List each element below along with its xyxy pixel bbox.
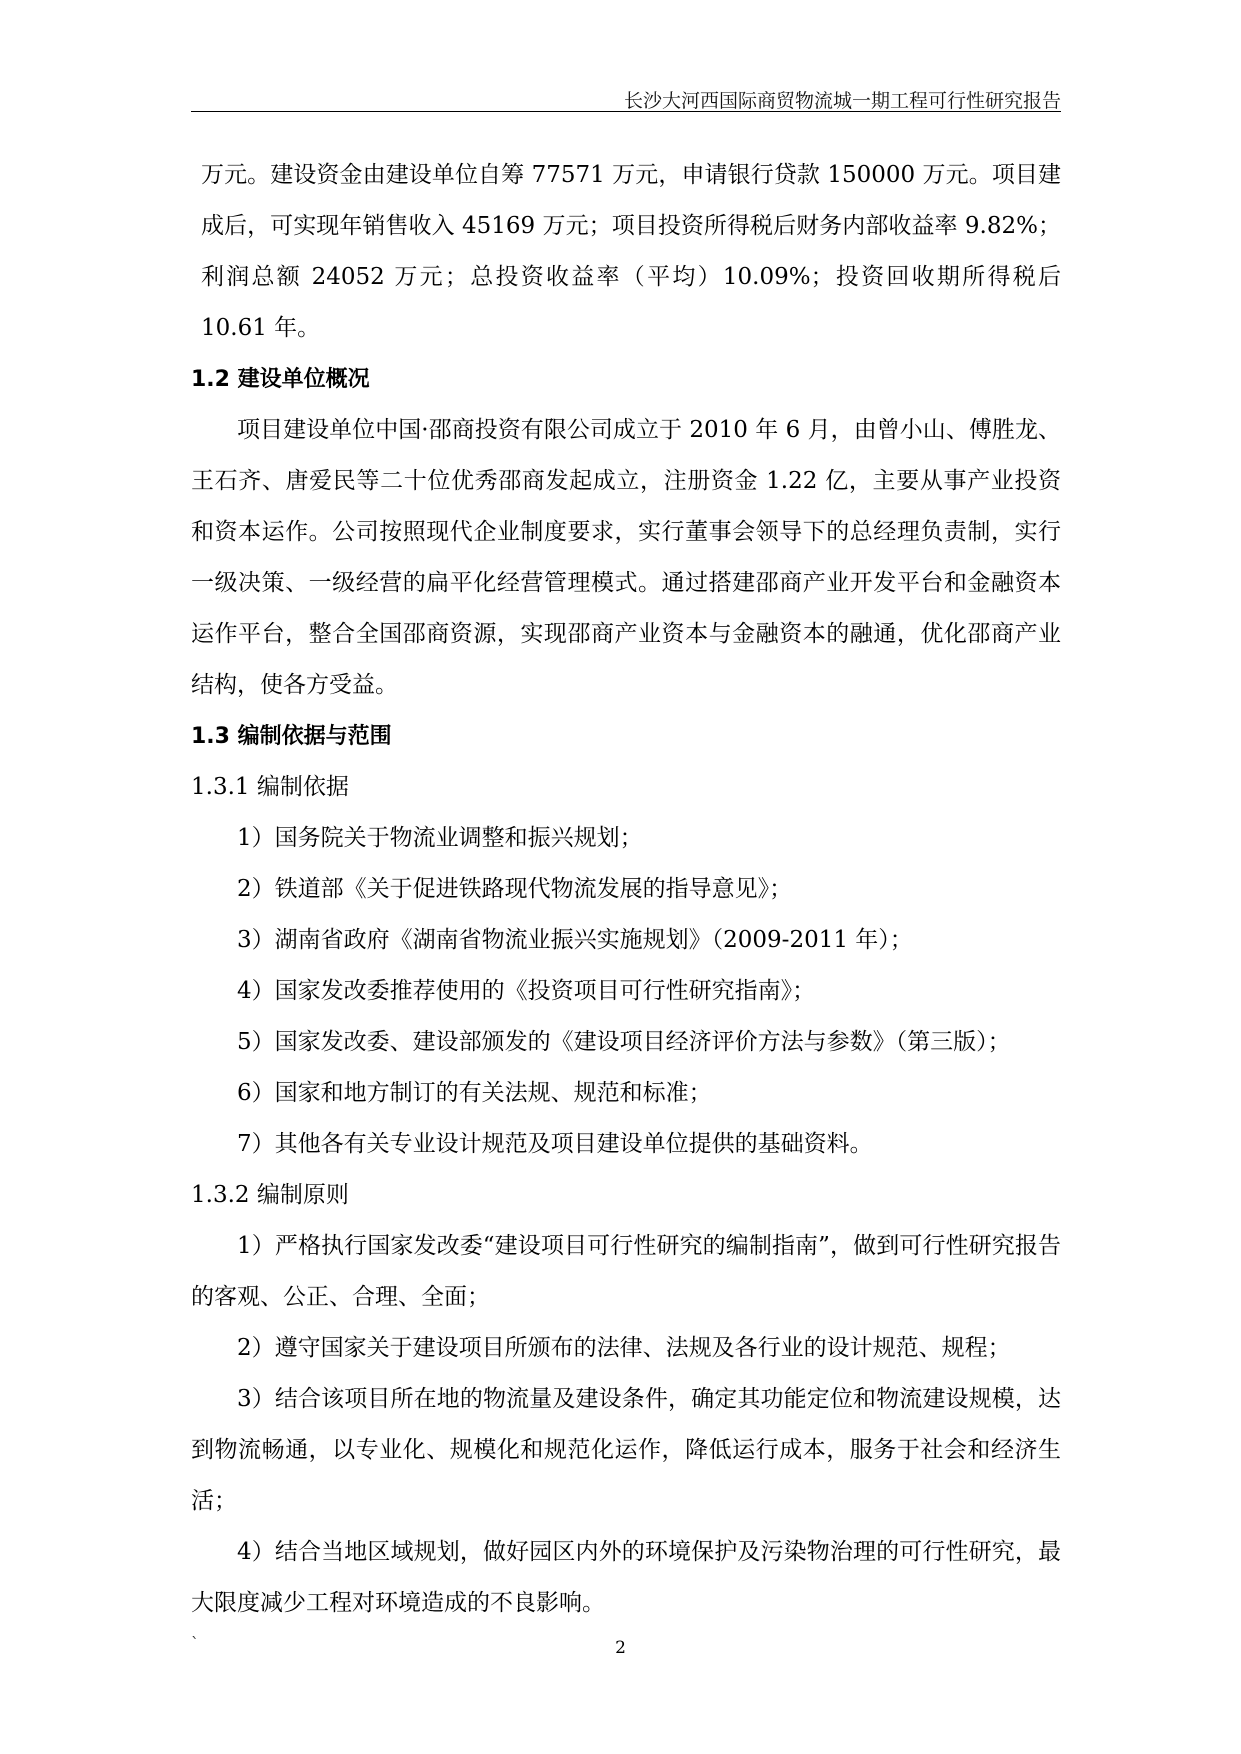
subsection-heading-1-3-1: 1.3.1 编制依据 — [191, 774, 349, 800]
section-1-2-paragraph: 项目建设单位中国·邵商投资有限公司成立于 2010 年 6 月，由曾小山、傅胜龙、王石齐、唐爱民等二十位优秀邵商发起成立，注册资金 1.22 亿，主要从事产业投资和资本运作。公司按照现代企业制度要求，实行董事会领导下的总经理负责制，实行一级决策、一级经营的扁平化经营管理模式。通过搭建邵商产业开发平台和金融资本运作平台，整合全国邵商资源，实现邵商产业资本与金融资本的融通，优化邵商产业结构，使各方受益。 — [191, 417, 1061, 698]
basis-item: 4）国家发改委推荐使用的《投资项目可行性研究指南》； — [237, 978, 816, 1004]
footer-mark: ` — [191, 1634, 199, 1653]
basis-item: 7）其他各有关专业设计规范及项目建设单位提供的基础资料。 — [237, 1131, 873, 1157]
section-heading-1-3: 1.3 编制依据与范围 — [191, 724, 392, 749]
running-header-title: 长沙大河西国际商贸物流城一期工程可行性研究报告 — [623, 90, 1061, 112]
principle-item: 3）结合该项目所在地的物流量及建设条件，确定其功能定位和物流建设规模，达到物流畅通，以专业化、规模化和规范化运作，降低运行成本，服务于社会和经济生活； — [191, 1386, 1061, 1514]
continued-paragraph: 万元。建设资金由建设单位自筹 77571 万元，申请银行贷款 150000 万元。项目建成后，可实现年销售收入 45169 万元；项目投资所得税后财务内部收益率 9.82%；利润总额 24052 万元；总投资收益率（平均）10.09%；投资回收期所得税后 10.61 年。 — [201, 162, 1061, 341]
basis-item: 3）湖南省政府《湖南省物流业振兴实施规划》（2009-2011 年）； — [237, 927, 913, 953]
page-body — [191, 150, 1061, 1629]
page-number: 2 — [615, 1638, 626, 1658]
basis-item: 1）国务院关于物流业调整和振兴规划； — [237, 825, 643, 851]
basis-item: 2）铁道部《关于促进铁路现代物流发展的指导意见》； — [237, 876, 793, 902]
principle-item: 1）严格执行国家发改委“建设项目可行性研究的编制指南”，做到可行性研究报告的客观、公正、合理、全面； — [191, 1233, 1061, 1310]
basis-item: 6）国家和地方制订的有关法规、规范和标准； — [237, 1080, 712, 1106]
basis-item: 5）国家发改委、建设部颁发的《建设项目经济评价方法与参数》（第三版）； — [237, 1029, 1011, 1055]
subsection-heading-1-3-2: 1.3.2 编制原则 — [191, 1182, 349, 1208]
principle-item: 2）遵守国家关于建设项目所颁布的法律、法规及各行业的设计规范、规程； — [237, 1335, 1011, 1361]
header-rule — [191, 111, 1061, 112]
principle-item: 4）结合当地区域规划，做好园区内外的环境保护及污染物治理的可行性研究，最大限度减少工程对环境造成的不良影响。 — [191, 1539, 1061, 1616]
section-heading-1-2: 1.2 建设单位概况 — [191, 367, 370, 392]
